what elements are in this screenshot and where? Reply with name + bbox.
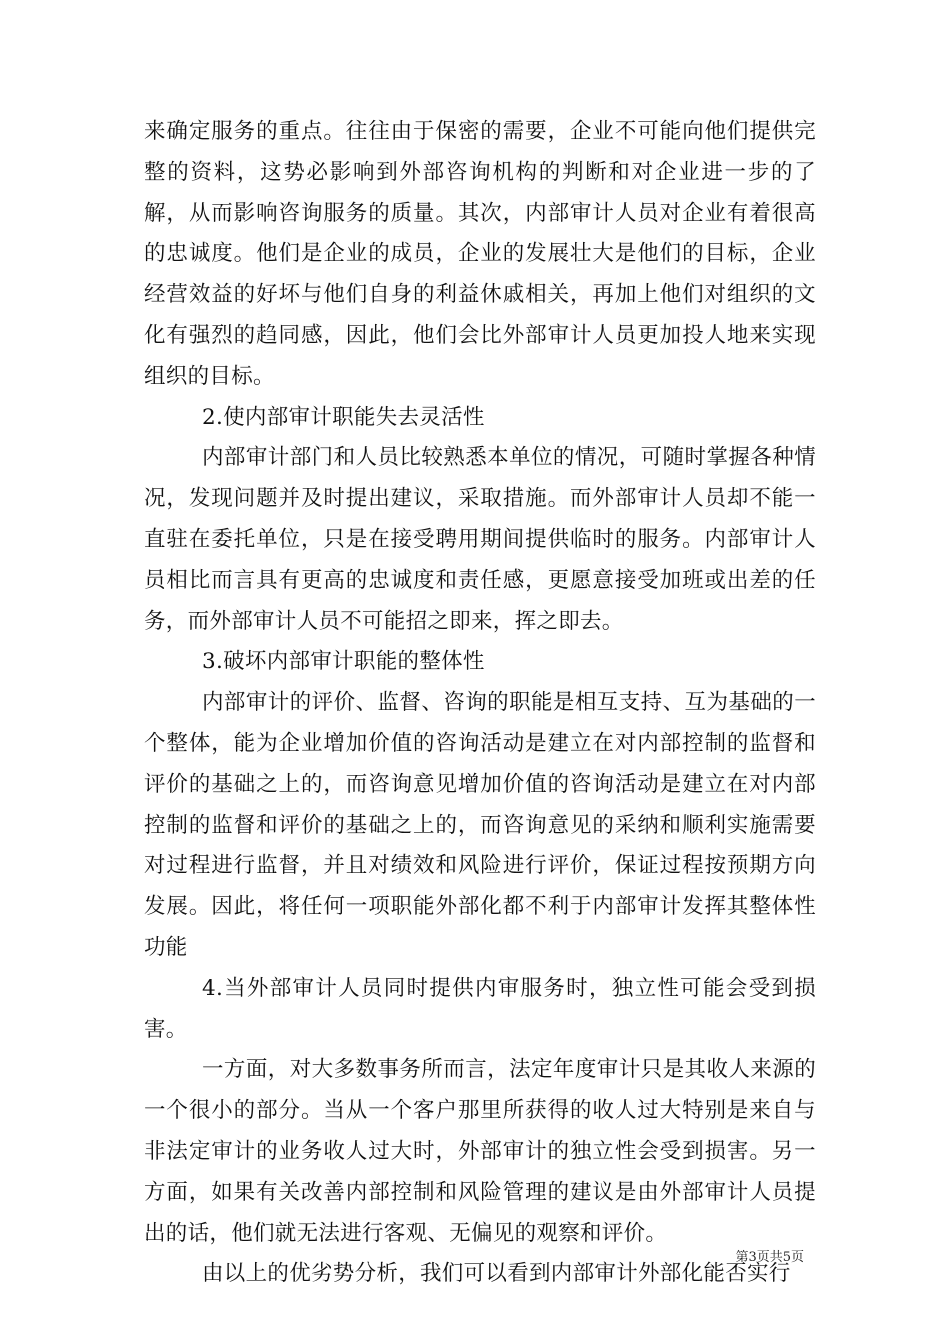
section-heading-3: 3.破坏内部审计职能的整体性 <box>202 649 485 675</box>
paragraph-independence: 一方面，对大多数事务所而言，法定年度审计只是其收人来源的一个很小的部分。当从一个客户那里所获得的收人过大特别是来自与非法定审计的业务收人过大时，外部审计的独立性会受到损害。另一方面，如果有关改善内部控制和风险管理的建议是由外部审计人员提出的话，他们就无法进行客观、无偏见的观察和评价。 <box>144 1057 816 1246</box>
paragraph-continuation: 来确定服务的重点。往往由于保密的需要，企业不可能向他们提供完整的资料，这势必影响到外部咨询机构的判断和对企业进一步的了解，从而影响咨询服务的质量。其次，内部审计人员对企业有着很高的忠诚度。他们是企业的成员，企业的发展壮大是他们的目标，企业经营效益的好坏与他们自身的利益休戚相关，再加上他们对组织的文化有强烈的趋同感，因此，他们会比外部审计人员更加投人地来实现组织的目标。 <box>144 119 816 389</box>
page-number: 第3页共5页 <box>735 1250 804 1265</box>
paragraph-integrity: 内部审计的评价、监督、咨询的职能是相互支持、互为基础的一个整体，能为企业增加价值的咨询活动是建立在对内部控制的监督和评价的基础之上的，而咨询意见增加价值的咨询活动是建立在对内部控制的监督和评价的基础之上的，而咨询意见的采纳和顺利实施需要对过程进行监督，并且对绩效和风险进行评价，保证过程按预期方向发展。因此，将任何一项职能外部化都不利于内部审计发挥其整体性功能 <box>144 690 816 960</box>
paragraph-conclusion-start: 由以上的优劣势分析，我们可以看到内部审计外部化能否实行 <box>202 1261 791 1287</box>
section-heading-2: 2.使内部审计职能失去灵活性 <box>202 404 485 430</box>
paragraph-flexibility: 内部审计部门和人员比较熟悉本单位的情况，可随时掌握各种情况，发现问题并及时提出建议，采取措施。而外部审计人员却不能一直驻在委托单位，只是在接受聘用期间提供临时的服务。内部审计人员相比而言具有更高的忠诚度和责任感，更愿意接受加班或出差的任务，而外部审计人员不可能招之即来，挥之即去。 <box>144 445 816 634</box>
section-heading-4: 4.当外部审计人员同时提供内审服务时，独立性可能会受到损害。 <box>144 975 816 1042</box>
document-body <box>144 112 816 1295</box>
